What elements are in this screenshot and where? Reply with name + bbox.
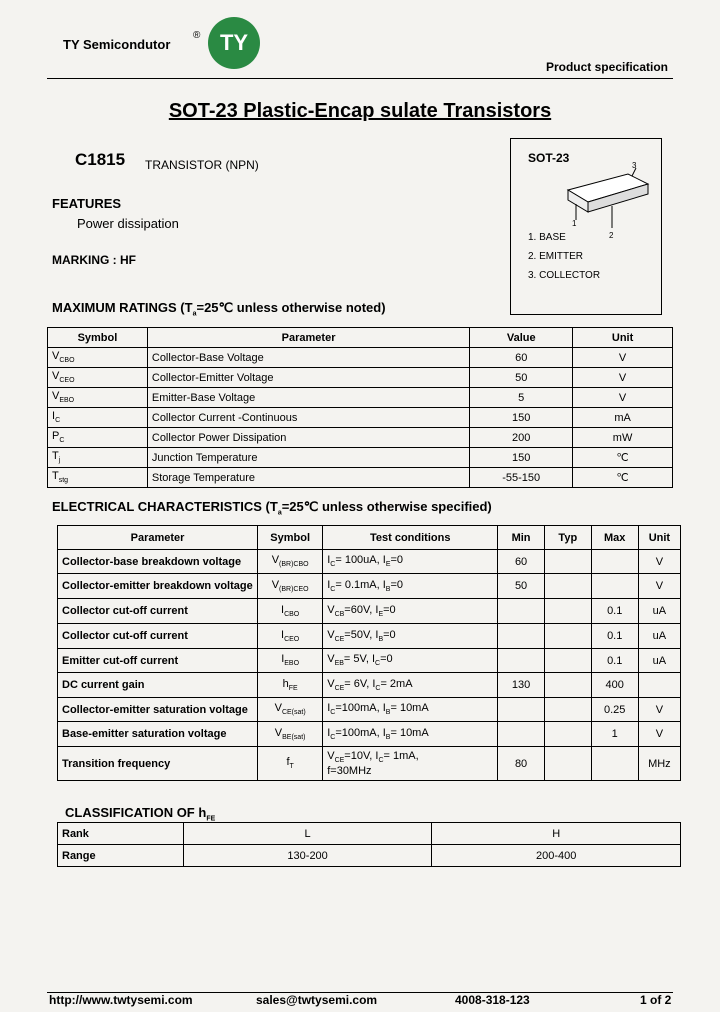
- unit-cell: [638, 673, 680, 698]
- typ-cell: [544, 747, 591, 781]
- value-cell: L: [183, 823, 432, 845]
- table-row: [58, 747, 681, 781]
- max-cell: [591, 550, 638, 574]
- typ-cell: [544, 722, 591, 747]
- typ-cell: [544, 574, 591, 599]
- unit-cell: V: [573, 348, 673, 368]
- footer-page-number: 1 of 2: [640, 993, 672, 1007]
- table-row: [58, 574, 681, 599]
- table-row: [58, 649, 681, 673]
- classification-heading: CLASSIFICATION OF $h_{FE}$: [65, 805, 216, 823]
- column-header: Parameter: [58, 526, 258, 550]
- elec-heading: ELECTRICAL CHARACTERISTICS ($T_a=25℃$ unless otherwise specified): [52, 499, 492, 517]
- max-ratings-table: [47, 327, 673, 488]
- brand-logo: TY: [208, 17, 260, 69]
- column-header: Value: [470, 328, 573, 348]
- symbol-cell: [48, 408, 148, 428]
- test-condition-cell: $I_C=100mA$, $I_B= 10mA$: [323, 698, 498, 722]
- pin-label: 1. BASE: [528, 232, 566, 243]
- pin-number: 1: [572, 219, 577, 228]
- symbol-cell: [258, 574, 323, 599]
- symbol-text: V: [52, 350, 60, 363]
- symbol-text: I: [52, 410, 56, 423]
- typ-cell: [544, 698, 591, 722]
- symbol-text: T: [52, 450, 59, 463]
- column-header: Unit: [638, 526, 680, 550]
- value-cell: 130-200: [183, 845, 432, 867]
- symbol-subscript: FE: [288, 685, 298, 693]
- table-row: [48, 388, 673, 408]
- pin-list: [528, 228, 600, 285]
- package-title: SOT-23: [528, 151, 570, 165]
- header-divider: [47, 78, 673, 79]
- value-cell: 50: [470, 368, 573, 388]
- table-row: [58, 698, 681, 722]
- max-cell: [591, 574, 638, 599]
- unit-cell: mA: [573, 408, 673, 428]
- symbol-cell: [258, 722, 323, 747]
- unit-cell: ℃: [573, 468, 673, 488]
- features-heading: FEATURES: [52, 196, 122, 211]
- typ-cell: [544, 599, 591, 624]
- table-row: [48, 468, 673, 488]
- value-cell: H: [432, 823, 681, 845]
- value-cell: -55-150: [470, 468, 573, 488]
- test-condition-cell: $I_C= 100uA$, $I_E=0$: [323, 550, 498, 574]
- symbol-subscript: EBO: [284, 660, 300, 668]
- min-cell: [498, 722, 545, 747]
- parameter-cell: Collector-emitter saturation voltage: [58, 698, 258, 722]
- parameter-cell: Collector Power Dissipation: [147, 428, 469, 448]
- symbol-subscript: (BR)CBO: [279, 561, 309, 569]
- max-cell: [591, 747, 638, 781]
- test-condition-cell: $V_{CB}=60V$, $I_E=0$: [323, 599, 498, 624]
- parameter-cell: Junction Temperature: [147, 448, 469, 468]
- symbol-subscript: CBO: [284, 611, 300, 619]
- unit-cell: uA: [638, 649, 680, 673]
- column-header: Symbol: [48, 328, 148, 348]
- typ-cell: [544, 649, 591, 673]
- column-header: Test conditions: [323, 526, 498, 550]
- max-cell: 0.1: [591, 649, 638, 673]
- symbol-text: P: [52, 430, 60, 443]
- parameter-cell: Collector-Emitter Voltage: [147, 368, 469, 388]
- feature-item: Power dissipation: [77, 216, 179, 231]
- symbol-subscript: C: [59, 437, 65, 445]
- table-row: [48, 348, 673, 368]
- table-row: [58, 550, 681, 574]
- parameter-cell: DC current gain: [58, 673, 258, 698]
- symbol-text: T: [52, 470, 59, 483]
- min-cell: [498, 649, 545, 673]
- part-type: TRANSISTOR (NPN): [145, 158, 259, 172]
- symbol-text: V: [52, 370, 60, 383]
- symbol-cell: [258, 624, 323, 649]
- column-header: Typ: [544, 526, 591, 550]
- symbol-subscript: CEO: [59, 377, 75, 385]
- min-cell: 50: [498, 574, 545, 599]
- symbol-cell: [48, 368, 148, 388]
- column-header: Min: [498, 526, 545, 550]
- symbol-text: f: [286, 756, 290, 769]
- brand-name: TY Semicondutor: [63, 37, 171, 52]
- value-cell: 150: [470, 408, 573, 428]
- unit-cell: uA: [638, 624, 680, 649]
- parameter-cell: Base-emitter saturation voltage: [58, 722, 258, 747]
- symbol-subscript: stg: [58, 477, 69, 485]
- pin-number: 3: [632, 161, 637, 170]
- min-cell: [498, 698, 545, 722]
- row-label: Rank: [58, 823, 184, 845]
- table-row: [48, 368, 673, 388]
- symbol-text: V: [52, 390, 60, 403]
- symbol-cell: [258, 747, 323, 781]
- symbol-subscript: (BR)CEO: [279, 586, 309, 594]
- parameter-cell: Collector-base breakdown voltage: [58, 550, 258, 574]
- footer-url[interactable]: http://www.twtysemi.com: [49, 993, 193, 1007]
- footer-email[interactable]: sales@twtysemi.com: [256, 993, 378, 1007]
- symbol-text: V: [274, 726, 283, 739]
- parameter-cell: Emitter-Base Voltage: [147, 388, 469, 408]
- parameter-cell: Emitter cut-off current: [58, 649, 258, 673]
- table-row: [48, 408, 673, 428]
- page-title: SOT-23 Plastic-Encap sulate Transistors: [168, 100, 552, 122]
- max-cell: 400: [591, 673, 638, 698]
- min-cell: [498, 599, 545, 624]
- symbol-text: h: [282, 677, 289, 690]
- symbol-subscript: CBO: [59, 357, 75, 365]
- symbol-text: V: [271, 554, 280, 567]
- unit-cell: V: [638, 722, 680, 747]
- symbol-text: V: [274, 702, 282, 715]
- unit-cell: V: [638, 698, 680, 722]
- symbol-cell: [48, 348, 148, 368]
- registered-mark: ®: [193, 30, 201, 41]
- symbol-cell: [258, 550, 323, 574]
- max-ratings-heading: MAXIMUM RATINGS ($T_a=25℃$ unless otherwise noted): [52, 300, 386, 318]
- pin-number: 2: [609, 231, 614, 240]
- symbol-subscript: BE(sat): [282, 734, 306, 742]
- footer-phone: 4008-318-123: [455, 993, 530, 1007]
- min-cell: 80: [498, 747, 545, 781]
- table-row: [48, 428, 673, 448]
- parameter-cell: Collector-emitter breakdown voltage: [58, 574, 258, 599]
- symbol-cell: [48, 448, 148, 468]
- unit-cell: V: [638, 550, 680, 574]
- symbol-subscript: j: [58, 457, 61, 465]
- parameter-cell: Collector Current -Continuous: [147, 408, 469, 428]
- table-row: [58, 722, 681, 747]
- table-row: [58, 823, 681, 845]
- min-cell: 130: [498, 673, 545, 698]
- row-label: Range: [58, 845, 184, 867]
- classification-table: [57, 822, 681, 867]
- min-cell: [498, 624, 545, 649]
- parameter-cell: Collector cut-off current: [58, 624, 258, 649]
- column-header: Unit: [573, 328, 673, 348]
- max-cell: 1: [591, 722, 638, 747]
- value-cell: 5: [470, 388, 573, 408]
- symbol-cell: [258, 698, 323, 722]
- symbol-subscript: EBO: [59, 397, 75, 405]
- symbol-cell: [258, 673, 323, 698]
- typ-cell: [544, 550, 591, 574]
- marking-label: MARKING : HF: [52, 253, 136, 267]
- unit-cell: V: [638, 574, 680, 599]
- table-row: [48, 448, 673, 468]
- column-header: Max: [591, 526, 638, 550]
- symbol-text: I: [281, 628, 285, 641]
- product-spec-label: Product specification: [545, 60, 668, 74]
- test-condition-cell: $I_C= 0.1mA$, $I_B=0$: [323, 574, 498, 599]
- min-cell: 60: [498, 550, 545, 574]
- electrical-characteristics-table: [57, 525, 681, 781]
- unit-cell: mW: [573, 428, 673, 448]
- parameter-cell: Collector-Base Voltage: [147, 348, 469, 368]
- max-cell: 0.1: [591, 599, 638, 624]
- symbol-subscript: CEO: [284, 636, 300, 644]
- symbol-cell: [48, 388, 148, 408]
- table-row: [58, 673, 681, 698]
- value-cell: 150: [470, 448, 573, 468]
- pin-label: 3. COLLECTOR: [528, 270, 601, 281]
- symbol-subscript: T: [289, 763, 294, 771]
- symbol-cell: [258, 649, 323, 673]
- parameter-cell: Storage Temperature: [147, 468, 469, 488]
- max-cell: 0.1: [591, 624, 638, 649]
- table-row: [58, 599, 681, 624]
- unit-cell: ℃: [573, 448, 673, 468]
- test-condition-cell: $I_C=100mA$, $I_B= 10mA$: [323, 722, 498, 747]
- parameter-cell: Transition frequency: [58, 747, 258, 781]
- parameter-cell: Collector cut-off current: [58, 599, 258, 624]
- value-cell: 200-400: [432, 845, 681, 867]
- column-header: Parameter: [147, 328, 469, 348]
- value-cell: 60: [470, 348, 573, 368]
- part-number: C1815: [75, 150, 126, 169]
- symbol-cell: [48, 468, 148, 488]
- max-cell: 0.25: [591, 698, 638, 722]
- symbol-cell: [258, 599, 323, 624]
- symbol-subscript: C: [55, 417, 61, 425]
- column-header: Symbol: [258, 526, 323, 550]
- value-cell: 200: [470, 428, 573, 448]
- typ-cell: [544, 673, 591, 698]
- symbol-cell: [48, 428, 148, 448]
- test-condition-cell: $V_{EB}= 5V$, $I_C=0$: [323, 649, 498, 673]
- unit-cell: MHz: [638, 747, 680, 781]
- symbol-text: I: [281, 603, 285, 616]
- test-condition-cell: $V_{CE}=10V$, $I_C= 1mA$, f=30MHz: [323, 747, 498, 781]
- table-row: [58, 845, 681, 867]
- table-row: [58, 624, 681, 649]
- pin-label: 2. EMITTER: [528, 251, 584, 262]
- symbol-subscript: CE(sat): [281, 709, 306, 717]
- unit-cell: V: [573, 388, 673, 408]
- symbol-text: I: [281, 653, 285, 666]
- symbol-text: V: [271, 578, 280, 591]
- unit-cell: uA: [638, 599, 680, 624]
- test-condition-cell: $V_{CE}=50V$, $I_B=0$: [323, 624, 498, 649]
- typ-cell: [544, 624, 591, 649]
- test-condition-cell: $V_{CE}= 6V$, $I_C= 2mA$: [323, 673, 498, 698]
- unit-cell: V: [573, 368, 673, 388]
